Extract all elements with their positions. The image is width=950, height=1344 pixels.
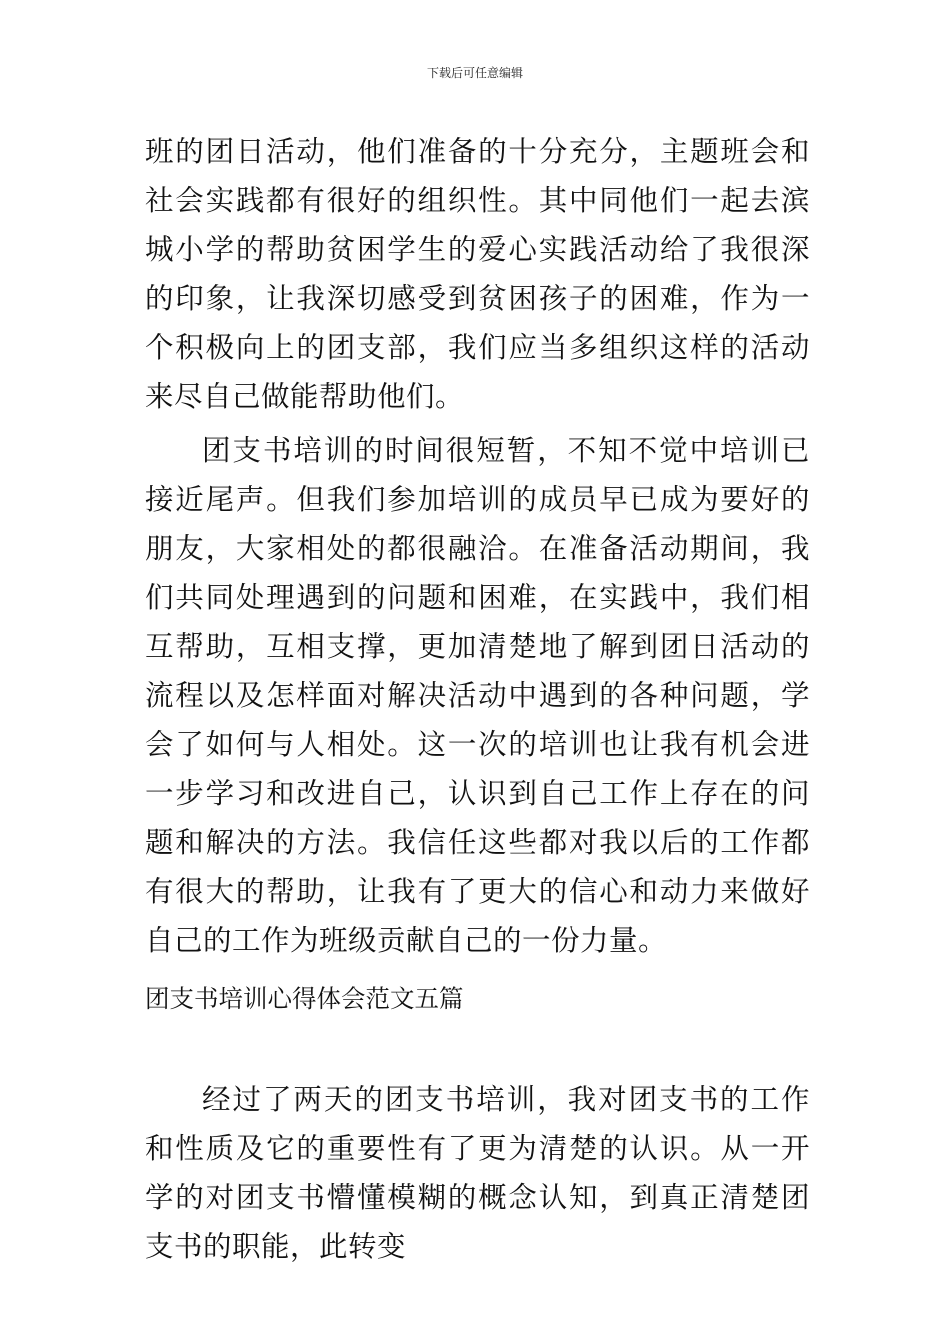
section-heading: 团支书培训心得体会范文五篇 (145, 984, 464, 1013)
paragraph-1: 班的团日活动，他们准备的十分充分，主题班会和社会实践都有很好的组织性。其中同他们一起去滨城小学的帮助贫困学生的爱心实践活动给了我很深的印象，让我深切感受到贫困孩子的困难，作为一个积极向上的团支部，我们应当多组织这样的活动来尽自己做能帮助他们。 (145, 135, 810, 413)
paragraph-3: 经过了两天的团支书培训，我对团支书的工作和性质及它的重要性有了更为清楚的认识。从一开学的对团支书懵懂模糊的概念认知，到真正清楚团支书的职能，此转变 (145, 1083, 810, 1263)
paragraph-2: 团支书培训的时间很短暂，不知不觉中培训已接近尾声。但我们参加培训的成员早已成为要好的朋友，大家相处的都很融洽。在准备活动期间，我们共同处理遇到的问题和困难，在实践中，我们相互帮助，互相支撑，更加清楚地了解到团日活动的流程以及怎样面对解决活动中遇到的各种问题，学会了如何与人相处。这一次的培训也让我有机会进一步学习和改进自己，认识到自己工作上存在的问题和解决的方法。我信任这些都对我以后的工作都有很大的帮助，让我有了更大的信心和动力来做好自己的工作为班级贡献自己的一份力量。 (145, 434, 810, 957)
page-header-note: 下载后可任意编辑 (426, 66, 523, 80)
